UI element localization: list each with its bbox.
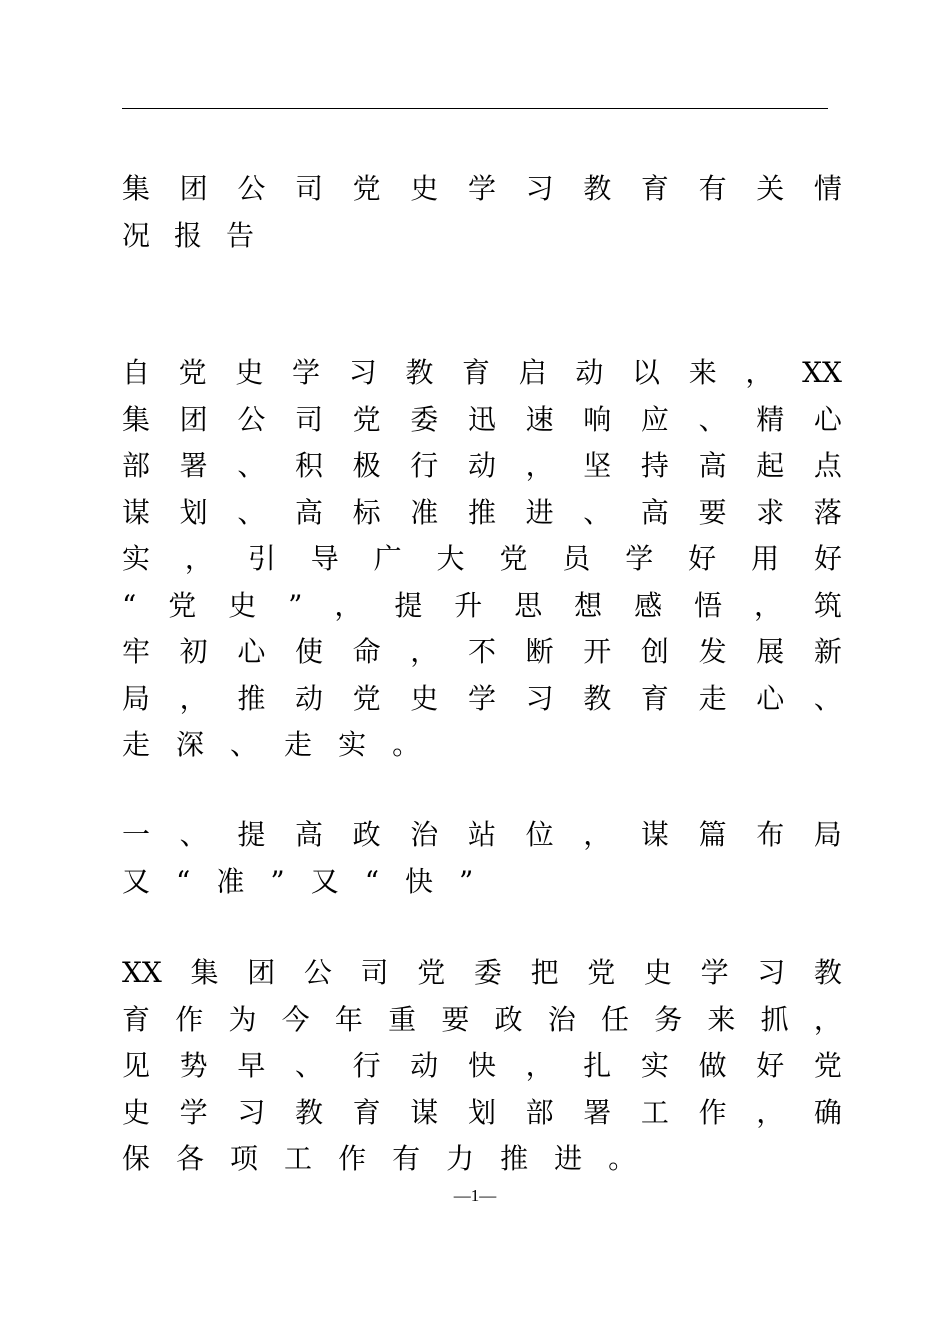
text-char: 集 bbox=[122, 172, 151, 205]
text-char: 做 bbox=[698, 1049, 727, 1082]
text-char: 年 bbox=[334, 1002, 363, 1036]
text-char: 提 bbox=[237, 818, 266, 851]
text-char: 各 bbox=[176, 1142, 205, 1175]
text-char: “ bbox=[122, 588, 137, 622]
text-char: 委 bbox=[410, 402, 439, 436]
text-char: ， bbox=[745, 356, 774, 389]
text-char: 展 bbox=[756, 635, 785, 668]
header-rule bbox=[122, 108, 828, 109]
text-char: XX bbox=[122, 956, 162, 989]
text-char: XX bbox=[802, 356, 842, 389]
text-char: 推 bbox=[237, 681, 266, 715]
section-1-heading bbox=[122, 820, 842, 913]
text-char: 谋 bbox=[640, 818, 669, 851]
text-char: 学 bbox=[467, 172, 496, 205]
text-char: 谋 bbox=[410, 1095, 439, 1129]
text-char: 项 bbox=[230, 1142, 259, 1175]
text-char: 行 bbox=[352, 1049, 381, 1082]
text-char: 提 bbox=[394, 588, 423, 622]
text-char: 引 bbox=[247, 542, 276, 575]
text-char: 命 bbox=[352, 635, 381, 668]
text-char: 以 bbox=[632, 356, 661, 389]
text-char: 动 bbox=[294, 681, 323, 715]
text-char: 坚 bbox=[583, 449, 612, 482]
text-char: ， bbox=[583, 818, 612, 851]
text-char: 准 bbox=[410, 495, 439, 529]
paragraph-line bbox=[122, 1095, 842, 1145]
text-char: 党 bbox=[499, 542, 528, 575]
text-char: 史 bbox=[643, 956, 672, 989]
text-char: 、 bbox=[237, 449, 266, 482]
text-char: 用 bbox=[751, 542, 780, 575]
text-char: “ bbox=[364, 864, 380, 898]
text-char: 高 bbox=[294, 495, 323, 529]
text-char: 教 bbox=[294, 1095, 323, 1129]
paragraph-line bbox=[122, 1002, 842, 1052]
text-char: 务 bbox=[654, 1002, 683, 1036]
text-char: 创 bbox=[640, 635, 669, 668]
text-char: 、 bbox=[179, 818, 208, 851]
text-char: 、 bbox=[698, 402, 727, 436]
text-char: 启 bbox=[518, 356, 547, 389]
text-char: 学 bbox=[467, 681, 496, 715]
text-char: 政 bbox=[352, 818, 381, 851]
text-char: 初 bbox=[179, 635, 208, 668]
text-char: 要 bbox=[698, 495, 727, 529]
text-char: 把 bbox=[530, 956, 559, 989]
text-char: 高 bbox=[294, 818, 323, 851]
section-1-body bbox=[122, 958, 842, 1191]
text-char: 又 bbox=[122, 864, 151, 898]
text-char: 动 bbox=[410, 1049, 439, 1082]
paragraph-line bbox=[122, 681, 842, 731]
text-char: 史 bbox=[410, 172, 439, 205]
text-char: 署 bbox=[583, 1095, 612, 1129]
text-char: 广 bbox=[373, 542, 402, 575]
text-char: 来 bbox=[707, 1002, 736, 1036]
text-char: 史 bbox=[228, 588, 257, 622]
text-char: 篇 bbox=[698, 818, 727, 851]
text-char: 学 bbox=[292, 356, 321, 389]
text-char: 精 bbox=[756, 402, 785, 436]
text-char: ， bbox=[813, 1002, 842, 1036]
text-char: ， bbox=[525, 1049, 554, 1082]
paragraph-line bbox=[122, 1051, 842, 1098]
text-char: 快 bbox=[405, 864, 434, 898]
text-char: 布 bbox=[756, 818, 785, 851]
text-char: 好 bbox=[813, 542, 842, 575]
text-char: 党 bbox=[587, 956, 616, 989]
text-char: 教 bbox=[405, 356, 434, 389]
text-char: 党 bbox=[813, 1049, 842, 1082]
text-char: 进 bbox=[525, 495, 554, 529]
text-char: 党 bbox=[352, 172, 381, 205]
title-line bbox=[122, 174, 842, 221]
text-char: 党 bbox=[178, 356, 207, 389]
text-char: 大 bbox=[436, 542, 465, 575]
text-char: 习 bbox=[525, 172, 554, 205]
text-char: 迅 bbox=[467, 402, 496, 436]
text-char: 学 bbox=[700, 956, 729, 989]
paragraph-line bbox=[122, 358, 842, 405]
text-char: ” bbox=[288, 588, 303, 622]
text-char: 、 bbox=[230, 728, 259, 761]
text-char: 党 bbox=[352, 681, 381, 715]
text-char: 史 bbox=[235, 356, 264, 389]
text-char: 局 bbox=[813, 818, 842, 851]
text-char: 今 bbox=[281, 1002, 310, 1036]
text-char: 。 bbox=[392, 728, 421, 761]
text-char: 思 bbox=[514, 588, 543, 622]
text-char: 署 bbox=[179, 449, 208, 482]
text-char: 部 bbox=[525, 1095, 554, 1129]
text-char: 扎 bbox=[583, 1049, 612, 1082]
text-char: 实 bbox=[122, 542, 151, 575]
text-char: 深 bbox=[176, 728, 205, 761]
text-char: 走 bbox=[698, 681, 727, 715]
text-char: ， bbox=[179, 681, 208, 715]
text-char: 员 bbox=[562, 542, 591, 575]
text-char: “ bbox=[176, 864, 191, 898]
heading-line bbox=[122, 820, 842, 867]
text-char: 司 bbox=[360, 956, 389, 989]
text-char: 导 bbox=[310, 542, 339, 575]
text-char: 报 bbox=[174, 218, 203, 252]
text-char: 治 bbox=[547, 1002, 576, 1036]
text-char: 不 bbox=[467, 635, 496, 668]
paragraph-line bbox=[122, 588, 842, 638]
paragraph-line bbox=[122, 730, 842, 777]
text-char: 持 bbox=[640, 449, 669, 482]
text-char: 情 bbox=[813, 172, 842, 205]
text-char: 心 bbox=[756, 681, 785, 715]
text-char: 。 bbox=[608, 1142, 637, 1175]
text-char: 推 bbox=[467, 495, 496, 529]
text-char: 高 bbox=[698, 449, 727, 482]
text-char: 重 bbox=[388, 1002, 417, 1036]
intro-paragraph bbox=[122, 358, 842, 777]
text-char: 快 bbox=[467, 1049, 496, 1082]
text-char: 早 bbox=[237, 1049, 266, 1082]
text-char: 、 bbox=[813, 681, 842, 715]
text-char: 自 bbox=[122, 356, 151, 389]
text-char: 好 bbox=[688, 542, 717, 575]
text-char: 走 bbox=[284, 728, 313, 761]
text-char: 积 bbox=[294, 449, 323, 482]
paragraph-line bbox=[122, 495, 842, 545]
page-number: —1— bbox=[453, 1186, 497, 1205]
text-char: 牢 bbox=[122, 635, 151, 668]
text-char: 筑 bbox=[813, 588, 842, 622]
text-char: 习 bbox=[525, 681, 554, 715]
text-char: 为 bbox=[228, 1002, 257, 1036]
text-char: 公 bbox=[303, 956, 332, 989]
text-char: 保 bbox=[122, 1142, 151, 1175]
text-char: 团 bbox=[179, 172, 208, 205]
text-char: 实 bbox=[640, 1049, 669, 1082]
text-char: 学 bbox=[179, 1095, 208, 1129]
text-char: 力 bbox=[446, 1142, 475, 1175]
text-char: 有 bbox=[392, 1142, 421, 1175]
text-char: 学 bbox=[625, 542, 654, 575]
text-char: 政 bbox=[494, 1002, 523, 1036]
text-char: 司 bbox=[294, 172, 323, 205]
text-char: 关 bbox=[756, 172, 785, 205]
heading-line bbox=[122, 864, 842, 914]
text-char: 走 bbox=[122, 728, 151, 761]
text-char: 来 bbox=[688, 356, 717, 389]
text-char: ， bbox=[184, 542, 213, 575]
text-char: 团 bbox=[179, 402, 208, 436]
text-char: 局 bbox=[122, 681, 151, 715]
text-char: 推 bbox=[500, 1142, 529, 1175]
text-char: 断 bbox=[525, 635, 554, 668]
text-char: 极 bbox=[352, 449, 381, 482]
text-char: 落 bbox=[813, 495, 842, 529]
text-char: 育 bbox=[640, 681, 669, 715]
text-char: 习 bbox=[348, 356, 377, 389]
text-char: 确 bbox=[813, 1095, 842, 1129]
text-char: 谋 bbox=[122, 495, 151, 529]
text-char: ， bbox=[525, 449, 554, 482]
text-char: 应 bbox=[640, 402, 669, 436]
text-char: 要 bbox=[441, 1002, 470, 1036]
text-char: 进 bbox=[554, 1142, 583, 1175]
text-char: 一 bbox=[122, 818, 151, 851]
text-char: 工 bbox=[640, 1095, 669, 1129]
text-char: 团 bbox=[247, 956, 276, 989]
text-char: 感 bbox=[634, 588, 663, 622]
text-char: ， bbox=[756, 1095, 785, 1129]
text-char: 教 bbox=[813, 956, 842, 989]
text-char: ， bbox=[410, 635, 439, 668]
text-char: 行 bbox=[410, 449, 439, 482]
text-char: 见 bbox=[122, 1049, 151, 1082]
paragraph-line bbox=[122, 958, 842, 1005]
text-char: 作 bbox=[175, 1002, 204, 1036]
text-char: 升 bbox=[454, 588, 483, 622]
text-char: 抓 bbox=[760, 1002, 789, 1036]
text-char: 实 bbox=[338, 728, 367, 761]
text-char: 告 bbox=[226, 218, 255, 252]
text-char: 响 bbox=[583, 402, 612, 436]
text-char: 准 bbox=[216, 864, 245, 898]
text-char: 动 bbox=[467, 449, 496, 482]
text-char: 动 bbox=[575, 356, 604, 389]
text-char: 有 bbox=[698, 172, 727, 205]
text-char: 位 bbox=[525, 818, 554, 851]
text-char: 想 bbox=[574, 588, 603, 622]
text-char: 任 bbox=[600, 1002, 629, 1036]
paragraph-line bbox=[122, 402, 842, 452]
text-char: 划 bbox=[467, 1095, 496, 1129]
text-char: 习 bbox=[757, 956, 786, 989]
text-char: 发 bbox=[698, 635, 727, 668]
text-char: ” bbox=[459, 864, 474, 898]
title-line bbox=[122, 218, 842, 268]
text-char: 起 bbox=[756, 449, 785, 482]
text-char: 心 bbox=[813, 402, 842, 436]
text-char: ” bbox=[270, 864, 285, 898]
text-char: 育 bbox=[462, 356, 491, 389]
text-char: 司 bbox=[294, 402, 323, 436]
text-char: 党 bbox=[417, 956, 446, 989]
text-char: 集 bbox=[122, 402, 151, 436]
text-char: 心 bbox=[237, 635, 266, 668]
text-char: 集 bbox=[190, 956, 219, 989]
text-char: 况 bbox=[122, 218, 151, 252]
text-char: ， bbox=[753, 588, 782, 622]
text-char: 史 bbox=[410, 681, 439, 715]
text-char: 又 bbox=[310, 864, 339, 898]
text-char: 、 bbox=[294, 1049, 323, 1082]
text-char: 史 bbox=[122, 1095, 151, 1129]
text-char: 党 bbox=[168, 588, 197, 622]
text-char: 好 bbox=[756, 1049, 785, 1082]
text-char: 党 bbox=[352, 402, 381, 436]
text-char: 工 bbox=[284, 1142, 313, 1175]
text-char: 、 bbox=[583, 495, 612, 529]
text-char: 作 bbox=[698, 1095, 727, 1129]
text-char: 委 bbox=[473, 956, 502, 989]
text-char: 育 bbox=[352, 1095, 381, 1129]
text-char: 育 bbox=[640, 172, 669, 205]
text-char: 习 bbox=[237, 1095, 266, 1129]
text-char: 教 bbox=[583, 681, 612, 715]
text-char: 高 bbox=[640, 495, 669, 529]
text-char: 育 bbox=[122, 1002, 151, 1036]
text-char: 公 bbox=[237, 402, 266, 436]
text-char: 悟 bbox=[694, 588, 723, 622]
text-char: 速 bbox=[525, 402, 554, 436]
text-char: 治 bbox=[410, 818, 439, 851]
text-char: 势 bbox=[179, 1049, 208, 1082]
document-title bbox=[122, 174, 842, 267]
text-char: ， bbox=[334, 588, 363, 622]
text-char: 标 bbox=[352, 495, 381, 529]
text-char: 使 bbox=[294, 635, 323, 668]
text-char: 公 bbox=[237, 172, 266, 205]
text-char: 新 bbox=[813, 635, 842, 668]
paragraph-line bbox=[122, 1144, 842, 1191]
text-char: 站 bbox=[467, 818, 496, 851]
text-char: 开 bbox=[583, 635, 612, 668]
paragraph-line bbox=[122, 451, 842, 498]
text-char: 划 bbox=[179, 495, 208, 529]
text-char: 求 bbox=[756, 495, 785, 529]
text-char: 、 bbox=[237, 495, 266, 529]
text-char: 点 bbox=[813, 449, 842, 482]
paragraph-line bbox=[122, 544, 842, 591]
text-char: 部 bbox=[122, 449, 151, 482]
paragraph-line bbox=[122, 637, 842, 684]
text-char: 教 bbox=[583, 172, 612, 205]
text-char: 作 bbox=[338, 1142, 367, 1175]
